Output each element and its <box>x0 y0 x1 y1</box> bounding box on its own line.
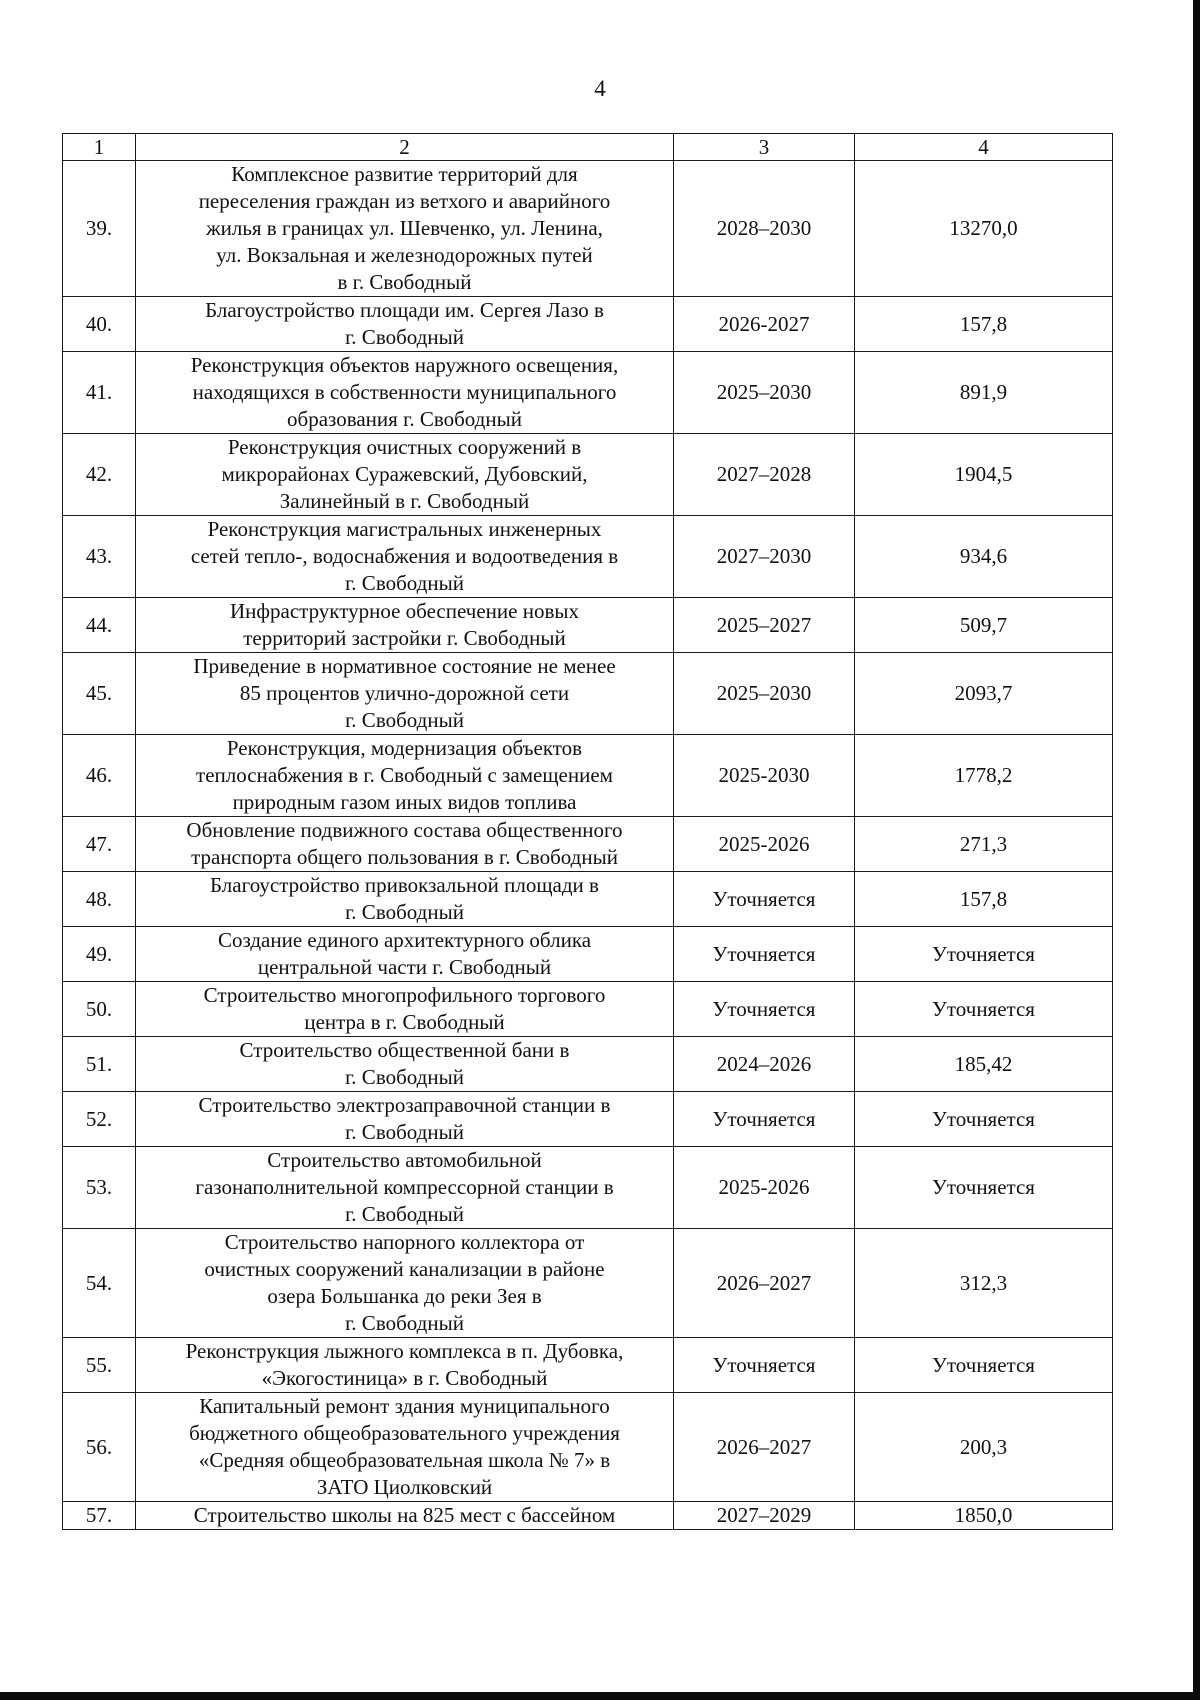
row-number: 48. <box>63 872 136 927</box>
project-name: Строительство школы на 825 мест с бассейном <box>136 1502 674 1530</box>
table-row <box>63 1037 1113 1092</box>
scan-edge-bottom <box>0 1692 1200 1700</box>
project-name: Обновление подвижного состава общественного транспорта общего пользования в г. Свободный <box>136 817 674 872</box>
implementation-period: Уточняется <box>674 1338 855 1393</box>
table-row <box>63 653 1113 735</box>
implementation-period: 2025–2027 <box>674 598 855 653</box>
implementation-period: 2026-2027 <box>674 297 855 352</box>
table-row <box>63 598 1113 653</box>
implementation-period: 2028–2030 <box>674 161 855 297</box>
table-row <box>63 434 1113 516</box>
table-row <box>63 982 1113 1037</box>
row-number: 54. <box>63 1229 136 1338</box>
funding-amount: 13270,0 <box>855 161 1113 297</box>
project-name: Инфраструктурное обеспечение новых территорий застройки г. Свободный <box>136 598 674 653</box>
table-row <box>63 1393 1113 1502</box>
funding-amount: 185,42 <box>855 1037 1113 1092</box>
table-row <box>63 1147 1113 1229</box>
project-name: Комплексное развитие территорий для переселения граждан из ветхого и аварийного жилья в границах ул. Шевченко, ул. Ленина, ул. Вокзальная и железнодорожных путей в г. Свободный <box>136 161 674 297</box>
project-name: Строительство автомобильной газонаполнительной компрессорной станции в г. Свободный <box>136 1147 674 1229</box>
implementation-period: 2025-2030 <box>674 735 855 817</box>
funding-amount: Уточняется <box>855 1147 1113 1229</box>
implementation-period: Уточняется <box>674 1092 855 1147</box>
row-number: 41. <box>63 352 136 434</box>
project-name: Реконструкция лыжного комплекса в п. Дубовка, «Экогостиница» в г. Свободный <box>136 1338 674 1393</box>
funding-amount: 200,3 <box>855 1393 1113 1502</box>
implementation-period: Уточняется <box>674 927 855 982</box>
column-header: 1 <box>63 134 136 161</box>
funding-amount: 2093,7 <box>855 653 1113 735</box>
implementation-period: Уточняется <box>674 982 855 1037</box>
funding-amount: 934,6 <box>855 516 1113 598</box>
funding-amount: 271,3 <box>855 817 1113 872</box>
column-header: 4 <box>855 134 1113 161</box>
table-row <box>63 1338 1113 1393</box>
funding-amount: 891,9 <box>855 352 1113 434</box>
funding-amount: Уточняется <box>855 982 1113 1037</box>
funding-amount: Уточняется <box>855 927 1113 982</box>
row-number: 40. <box>63 297 136 352</box>
project-name: Реконструкция объектов наружного освещения, находящихся в собственности муниципального образования г. Свободный <box>136 352 674 434</box>
row-number: 53. <box>63 1147 136 1229</box>
funding-amount: 1904,5 <box>855 434 1113 516</box>
table-row <box>63 352 1113 434</box>
funding-amount: 312,3 <box>855 1229 1113 1338</box>
funding-amount: Уточняется <box>855 1092 1113 1147</box>
table-row <box>63 1092 1113 1147</box>
row-number: 56. <box>63 1393 136 1502</box>
implementation-period: 2025-2026 <box>674 1147 855 1229</box>
implementation-period: 2025–2030 <box>674 653 855 735</box>
row-number: 44. <box>63 598 136 653</box>
table-row <box>63 872 1113 927</box>
row-number: 39. <box>63 161 136 297</box>
implementation-period: 2026–2027 <box>674 1229 855 1338</box>
implementation-period: 2025–2030 <box>674 352 855 434</box>
implementation-period: 2027–2030 <box>674 516 855 598</box>
project-name: Строительство многопрофильного торгового центра в г. Свободный <box>136 982 674 1037</box>
table-row <box>63 297 1113 352</box>
row-number: 43. <box>63 516 136 598</box>
table-row <box>63 817 1113 872</box>
project-name: Капитальный ремонт здания муниципального бюджетного общеобразовательного учреждения «Средняя общеобразовательная школа № 7» в ЗАТО Циолковский <box>136 1393 674 1502</box>
funding-amount: 157,8 <box>855 872 1113 927</box>
table-row <box>63 735 1113 817</box>
table-header-row <box>63 134 1113 161</box>
funding-amount: 1850,0 <box>855 1502 1113 1530</box>
table-row <box>63 1229 1113 1338</box>
implementation-period: 2024–2026 <box>674 1037 855 1092</box>
row-number: 57. <box>63 1502 136 1530</box>
project-name: Реконструкция магистральных инженерных сетей тепло-, водоснабжения и водоотведения в г. Свободный <box>136 516 674 598</box>
row-number: 45. <box>63 653 136 735</box>
project-name: Строительство общественной бани в г. Свободный <box>136 1037 674 1092</box>
row-number: 50. <box>63 982 136 1037</box>
scan-edge-right <box>1193 0 1200 1700</box>
project-name: Строительство электрозаправочной станции в г. Свободный <box>136 1092 674 1147</box>
project-name: Благоустройство привокзальной площади в г. Свободный <box>136 872 674 927</box>
row-number: 55. <box>63 1338 136 1393</box>
column-header: 3 <box>674 134 855 161</box>
implementation-period: Уточняется <box>674 872 855 927</box>
table-row <box>63 516 1113 598</box>
implementation-period: 2025-2026 <box>674 817 855 872</box>
table-row <box>63 1502 1113 1530</box>
projects-table <box>62 133 1113 1530</box>
page-number: 4 <box>594 76 606 101</box>
project-name: Реконструкция очистных сооружений в микрорайонах Суражевский, Дубовский, Залинейный в г. Свободный <box>136 434 674 516</box>
row-number: 49. <box>63 927 136 982</box>
project-name: Благоустройство площади им. Сергея Лазо в г. Свободный <box>136 297 674 352</box>
table-row <box>63 161 1113 297</box>
implementation-period: 2026–2027 <box>674 1393 855 1502</box>
table-row <box>63 927 1113 982</box>
column-header: 2 <box>136 134 674 161</box>
implementation-period: 2027–2028 <box>674 434 855 516</box>
funding-amount: Уточняется <box>855 1338 1113 1393</box>
funding-amount: 509,7 <box>855 598 1113 653</box>
row-number: 51. <box>63 1037 136 1092</box>
project-name: Реконструкция, модернизация объектов теплоснабжения в г. Свободный с замещением природным газом иных видов топлива <box>136 735 674 817</box>
row-number: 47. <box>63 817 136 872</box>
funding-amount: 1778,2 <box>855 735 1113 817</box>
implementation-period: 2027–2029 <box>674 1502 855 1530</box>
funding-amount: 157,8 <box>855 297 1113 352</box>
row-number: 46. <box>63 735 136 817</box>
row-number: 52. <box>63 1092 136 1147</box>
project-name: Приведение в нормативное состояние не менее 85 процентов улично-дорожной сети г. Свободный <box>136 653 674 735</box>
row-number: 42. <box>63 434 136 516</box>
project-name: Создание единого архитектурного облика центральной части г. Свободный <box>136 927 674 982</box>
project-name: Строительство напорного коллектора от очистных сооружений канализации в районе озера Большанка до реки Зея в г. Свободный <box>136 1229 674 1338</box>
